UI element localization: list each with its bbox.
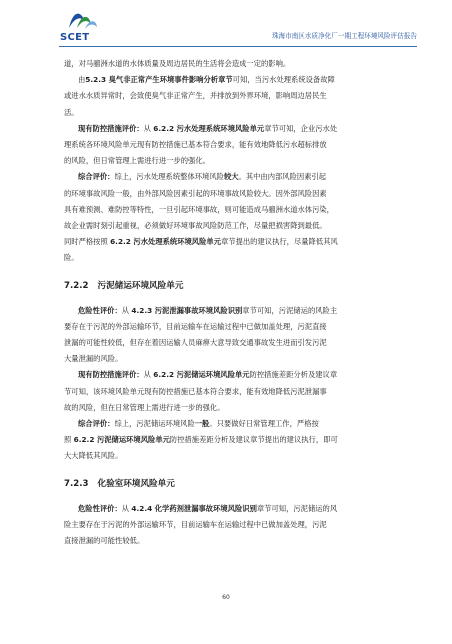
page-header <box>59 8 417 47</box>
paragraph: 道，对马骝洲水道的水体质量及周边居民的生活将会造成一定的影响。 <box>64 59 291 68</box>
paragraph-line: 大大降低其风险。 <box>64 451 123 461</box>
paragraph: 危险性评价：从 4.2.3 污泥泄漏事故环境风险识别章节可知，污泥储运的风险主 <box>78 305 338 315</box>
paragraph-line: 同时严格按照 6.2.2 污水处理系统环境风险单元章节提出的建议执行，尽量降低其风 <box>64 237 338 247</box>
paragraph-line: 故的风险，但在日常管理上需进行进一步的强化。 <box>64 402 225 412</box>
paragraph: 现有防控措施评价：从 6.2.2 污泥储运环境风险单元防控措施差距分析及建议章 <box>78 370 338 380</box>
body-text <box>64 56 391 549</box>
paragraph-line: 照 6.2.2 污泥储运环境风险单元防控措施差距分析及建议章节提出的建议执行，即可 <box>64 435 338 445</box>
header-title: 珠海市南区水质净化厂一期工程环境风险评估报告 <box>271 32 417 40</box>
paragraph-line: 直接泄漏的可能性较低。 <box>64 536 145 546</box>
paragraph-line: 理系统各环境风险单元现有防控措施已基本符合要求，能有效地降低污水超标排放 <box>64 140 327 150</box>
paragraph: 综合评价：综上，污水处理系统整体环境风险较大。其中由内部风险因素引起 <box>78 172 327 182</box>
paragraph-line: 或进水水质异常时，会致使臭气非正常产生，并排放到外界环境，影响周边居民生 <box>64 91 327 101</box>
paragraph: 现有防控措施评价：从 6.2.2 污水处理系统环境风险单元章节可知，企业污水处 <box>78 123 338 133</box>
paragraph: 危险性评价：从 4.2.4 化学药剂泄漏事故环境风险识别章节可知，污泥储运的风 <box>78 503 338 513</box>
page-number: 60 <box>222 594 230 601</box>
paragraph-line: 险主要存在于污泥的外部运输环节，目前运输车在运输过程中已做加盖处理，污泥 <box>64 519 327 529</box>
section-heading: 7.2.2 污泥储运环境风险单元 <box>64 280 184 291</box>
paragraph-line: 节可知，该环境风险单元现有防控措施已基本符合要求，能有效地降低污泥泄漏事 <box>64 386 327 396</box>
paragraph-line: 活。 <box>64 107 79 117</box>
paragraph-line: 的风险，但日常管理上需进行进一步的强化。 <box>64 156 210 166</box>
paragraph-line: 的环境事故风险一般，由外部风险因素引起的环境事故风险较大。因外部风险因素 <box>64 188 327 198</box>
paragraph-line: 具有难预测、难防控等特性，一旦引起环境事故，则可能造成马骝洲水道水体污染， <box>64 204 334 214</box>
paragraph: 由5.2.3 臭气非正常产生环境事件影响分析章节可知，当污水处理系统设备故障 <box>78 75 335 85</box>
paragraph-line: 险。 <box>64 253 79 263</box>
paragraph-line: 故企业需时刻引起重视，必须做好环境事故风险防范工作，尽量把损害降到最低。 <box>64 221 327 231</box>
paragraph: 综合评价：综上，污泥储运环境风险一般。只要做好日常管理工作，严格按 <box>78 419 319 429</box>
logo-text: SCET <box>60 32 90 43</box>
section-heading: 7.2.3 化验室环境风险单元 <box>64 478 175 489</box>
paragraph-line: 大量泄漏的风险。 <box>64 354 123 364</box>
paragraph-line: 要存在于污泥的外部运输环节，目前运输车在运输过程中已做加盖处理，污泥直接 <box>64 321 327 331</box>
paragraph-line: 泄漏的可能性较低，但存在着因运输人员麻痹大意导致交通事故发生进而引发污泥 <box>64 338 327 348</box>
